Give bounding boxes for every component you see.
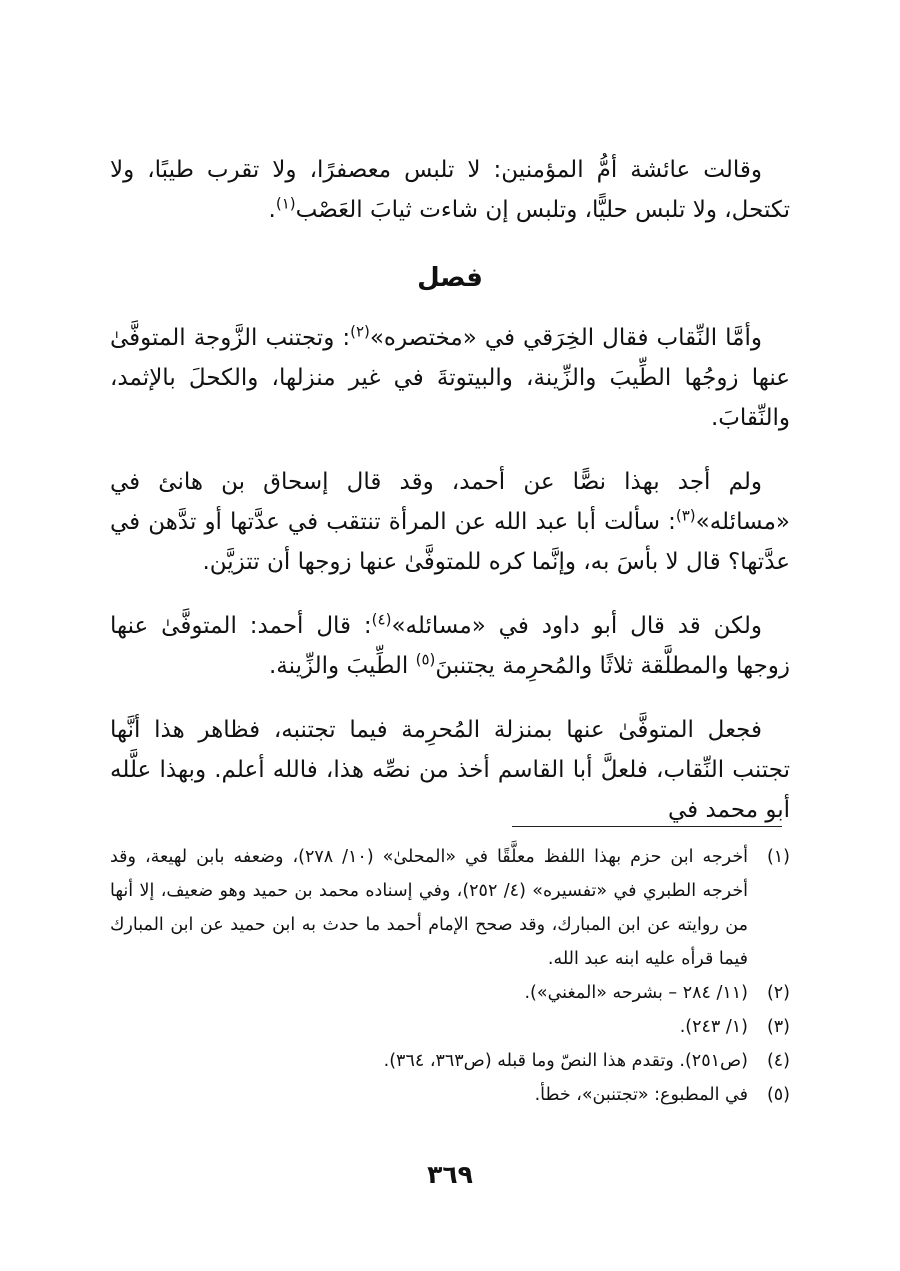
paragraph-text-b: : قال أحمد: المتوفَّىٰ عنها زوجها والمطلَّقة ثلاثًا والمُحرِمة يجتنبنَ — [110, 613, 790, 679]
paragraph-tail: . — [268, 197, 276, 223]
paragraph-text-c: الطِّيبَ والزِّينة. — [268, 653, 416, 679]
paragraph-text-a: وأمَّا النِّقاب فقال الخِرَقي في «مختصره» — [369, 325, 762, 351]
footnote-ref-1[interactable]: (١) — [275, 194, 296, 213]
footnote-number: (٢) — [766, 983, 790, 1003]
footnote-text: (ص٢٥١). وتقدم هذا النصّ وما قبله (ص٣٦٣، ٣٦٤). — [383, 1051, 748, 1071]
footnote-number: (٤) — [766, 1051, 790, 1071]
paragraph-aisha-narration — [110, 150, 790, 230]
footnote-text: (١١/ ٢٨٤ – بشرحه «المغني»). — [524, 983, 748, 1003]
section-heading: فصل — [417, 263, 483, 293]
footnote-ref-2[interactable]: (٢) — [350, 322, 370, 341]
footnote-text: أخرجه ابن حزم بهذا اللفظ معلَّقًا في «المحلىٰ» (١٠/ ٢٧٨)، وضعفه بابن لهيعة، وقد أخرجه الطبري في «تفسيره» (٤/ ٢٥٢)، وفي إسناده محمد بن حميد وهو ضعيف، إلا أنها من روايته عن ابن المبارك، وقد صحح الإمام أحمد ما حدث به ابن حميد عن ابن المبارك فيما قرأه عليه ابنه عبد الله. — [110, 847, 749, 969]
paragraph-text-a: ولكن قد قال أبو داود في «مسائله» — [391, 613, 762, 639]
footnote-item — [110, 1010, 790, 1044]
footnote-item — [110, 1078, 790, 1112]
paragraph-text-b: : وتجتنب الزَّوجة المتوفَّىٰ عنها زوجُها الطِّيبَ والزِّينة، والبيتوتةَ في غير منزلها، والكحلَ بالإثمد، والنِّقابَ. — [110, 325, 790, 431]
paragraph-conclusion — [110, 710, 790, 830]
footnote-divider — [512, 826, 782, 827]
footnote-number: (١) — [766, 847, 790, 867]
footnotes-list — [110, 840, 790, 1112]
footnote-item — [110, 976, 790, 1010]
footnote-ref-3[interactable]: (٣) — [675, 506, 696, 525]
footnote-item — [110, 1044, 790, 1078]
footnote-number: (٣) — [766, 1017, 790, 1037]
paragraph-text: وقالت عائشة أمُّ المؤمنين: لا تلبس معصفرًا، ولا تقرب طيبًا، ولا تكتحل، ولا تلبس حليًّا، وتلبس إن شاءت ثيابَ العَصْب — [110, 157, 790, 223]
footnote-number: (٥) — [766, 1085, 790, 1105]
footnote-text: في المطبوع: «تجتنبن»، خطأ. — [534, 1085, 748, 1105]
paragraph-text-a: ولم أجد بهذا نصًّا عن أحمد، وقد قال إسحاق بن هانئ في «مسائله» — [110, 469, 790, 535]
paragraph-abu-dawud-masail — [110, 606, 790, 686]
page-number: ٣٦٩ — [427, 1160, 473, 1189]
paragraph-ishaq-masail — [110, 462, 790, 582]
paragraph-text: فجعل المتوفَّىٰ عنها بمنزلة المُحرِمة فيما تجتنبه، فظاهر هذا أنَّها تجتنب النِّقاب، فلعلَّ أبا القاسم أخذ من نصِّه هذا، فالله أعلم. وبهذا علَّله أبو محمد في — [110, 717, 790, 823]
footnote-ref-4[interactable]: (٤) — [371, 610, 392, 629]
footnote-text: (١/ ٢٤٣). — [679, 1017, 748, 1037]
footnote-ref-5[interactable]: (٥) — [415, 650, 436, 669]
paragraph-niqab-kharaqi — [110, 318, 790, 438]
footnote-item — [110, 840, 790, 976]
paragraph-text-b: : سألت أبا عبد الله عن المرأة تنتقب في عدَّتها أو تدَّهن في عدَّتها؟ قال لا بأسَ به، وإنَّما كره للمتوفَّىٰ عنها زوجها أن تتزيَّن. — [110, 509, 790, 575]
